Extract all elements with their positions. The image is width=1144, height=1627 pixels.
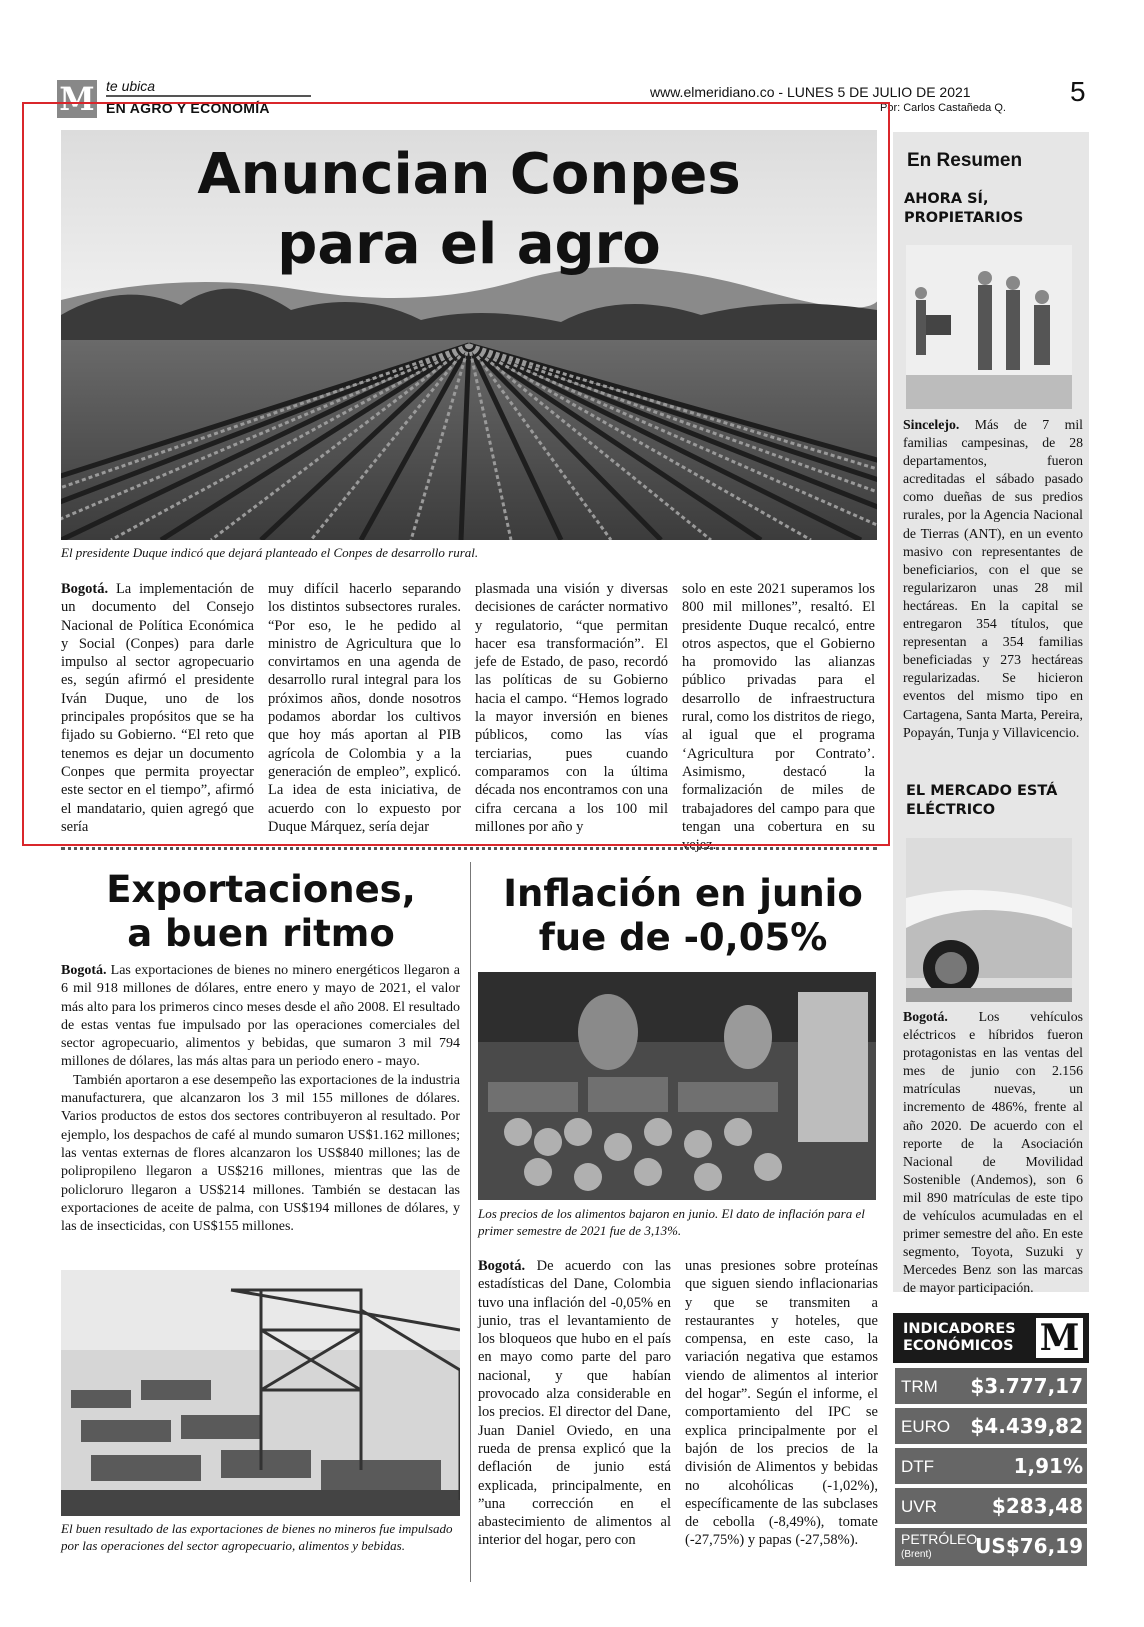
tagline: te ubica — [106, 78, 156, 94]
indicator-label: DTF — [901, 1457, 935, 1476]
section-divider — [61, 847, 877, 850]
sidebar-item1-text: Sincelejo. Más de 7 mil familias campesinas, de 28 departamentos, fueron acreditadas el sábado pasado como dueñas de sus predios rurales, por la Agencia Nacional de Tierras (ANT), en un evento masivo con representantes de beneficiarios, con el que se regularizaron unas 28 mil hectáreas. En la capital se entregaron 354 títulos, que representan a 354 familias beneficiadas y 273 hectáreas regularizadas. Se hicieron eventos del mismo tipo en Cartagena, Santa Marta, Pereira, Popayán, Tunja y Villavicencio. — [903, 417, 1083, 740]
lead-column-3: plasmada una visión y diversas decisiones de carácter normativo y regulatorio, “que permitan hacer esa transformación”. El jefe de Estado, de paso, recordó las políticas de su Gobierno hacia el campo. “Hemos logrado la mayor inversión en bienes públicos, como las vías terciarias, pues cuando comparamos con la última década nos encontramos con una cifra cercana a los 100 mil millones por año y — [475, 581, 668, 835]
sidebar-title: En Resumen — [907, 150, 1023, 171]
page-number: 5 — [1070, 76, 1086, 107]
dateline-city: Bogotá. — [61, 581, 109, 597]
selection-highlight-box — [22, 102, 890, 846]
header-rule — [106, 95, 311, 97]
indicators-logo: M — [1036, 1318, 1083, 1358]
indicator-value: $283,48 — [991, 1494, 1083, 1518]
dateline-city: Bogotá. — [478, 1258, 526, 1274]
indicator-sublabel: (Brent) — [901, 1549, 932, 1560]
exports-photo-caption: El buen resultado de las exportaciones de bienes no mineros fue impulsado por las operaciones del sector agropecuario, alimentos y bebidas. — [61, 1521, 453, 1553]
section-title: EN AGRO Y ECONOMÍA — [106, 100, 270, 116]
exports-body — [61, 962, 460, 1236]
dateline: www.elmeridiano.co - LUNES 5 DE JULIO DE 2021 — [650, 84, 971, 100]
dateline-city: Bogotá. — [61, 963, 107, 978]
lead-column-4: solo en este 2021 superamos los 800 mil millones”, resaltó. El presidente Duque recalcó, entre otros aspectos, que el Gobierno ha promovido las alianzas público privadas para el desarrollo de infraestructura rural, como los distritos de riego, al igual que el programa ‘Agricultura por Contrato’. Asimismo, destacó la formalización de miles de trabajadores del campo para que tengan una cobertura en su vejez. — [682, 581, 875, 854]
sidebar-item1-headline: AHORA SÍ, PROPIETARIOS — [904, 191, 1024, 226]
lead-col1-text: La implementación de un documento del Consejo Nacional de Política Económica y Social (Conpes) para darle impulso al sector agropecuario es, según afirmó el presidente Iván Duque, uno de los principales propósitos que se ha fijado su Gobierno. “El reto que tenemos es dejar un documento Conpes que permita proyectar este sector en el tiempo”, afirmó el mandatario, quien agregó que sería — [61, 581, 254, 835]
land-titles-event-photo — [906, 245, 1072, 409]
indicator-label: UVR — [901, 1497, 937, 1516]
indicators-title: INDICADORES ECONÓMICOS — [903, 1321, 1016, 1354]
indicator-label: TRM — [901, 1377, 938, 1396]
dateline-city: Sincelejo. — [903, 417, 960, 432]
indicator-label: PETRÓLEO — [901, 1531, 978, 1547]
indicator-value: US$76,19 — [975, 1534, 1083, 1558]
inflation-photo-caption: Los precios de los alimentos bajaron en junio. El dato de inflación para el primer semestre de 2021 fue de 3,13%. — [478, 1206, 865, 1238]
inflation-column-2: unas presiones sobre proteínas que siguen siendo inflacionarias y que se transmiten a restaurantes y hoteles, que compensa, en este caso, la variación negativa que estamos viendo de alimentos al interior del hogar”. Según el informe, el comportamiento del IPC se explica principalmente por el bajón de los precios de la división de Alimentos y bebidas no alcohólicas (-1,02%), específicamente de las subclases de cebolla (-8,49%), tomate (-27,75%) y papas (-27,58%). — [685, 1258, 878, 1549]
indicator-label: EURO — [901, 1417, 951, 1436]
dateline-city: Bogotá. — [903, 1009, 948, 1024]
market-stall-photo — [478, 972, 876, 1200]
sidebar-item2-headline: EL MERCADO ESTÁ ELÉCTRICO — [906, 783, 1058, 818]
inflation-column-1: Bogotá. De acuerdo con las estadísticas del Dane, Colombia tuvo una inflación del -0,05% en junio, tras el levantamiento de los bloqueos que hubo en el país en mayo como parte del paro nacional, y que habían provocado alza considerable en los precios. El director del Dane, Juan Daniel Oviedo, en una rueda de prensa explicó que la deflación de junio está explicada, principalmente, en ”una corrección en el abastecimiento de alimentos al interior del hogar, pero con — [478, 1258, 672, 1549]
sidebar-item2-text: Bogotá. Los vehículos eléctricos e híbridos fueron protagonistas en las ventas del mes de junio con 2.156 matrículas nuevas, un incremento de 486%, frente al año 2020. De acuerdo con el reporte de la Asociación Nacional de Movilidad Sostenible (Andemos), son 6 mil 890 matrículas de este tipo de vehículos acumuladas en el primer semestre del año. En este segmento, Toyota, Suzuki y Mercedes Benz son las marcas de mayor participación. — [903, 1009, 1083, 1296]
exports-headline: Exportaciones, a buen ritmo — [106, 868, 416, 955]
indicator-value: $4.439,82 — [970, 1414, 1083, 1438]
port-cranes-photo — [61, 1270, 460, 1516]
newspaper-logo: M — [57, 80, 97, 118]
indicator-value: 1,91% — [1013, 1454, 1083, 1478]
lead-photo-caption: El presidente Duque indicó que dejará planteado el Conpes de desarrollo rural. — [61, 545, 479, 560]
indicator-value: $3.777,17 — [970, 1374, 1083, 1398]
lead-headline: Anuncian Conpes para el agro — [197, 142, 741, 277]
inflation-headline: Inflación en junio fue de -0,05% — [503, 872, 863, 959]
column-divider — [470, 862, 471, 1582]
author-byline: Por: Carlos Castañeda Q. — [880, 102, 1006, 114]
exports-paragraph-1: Bogotá. Las exportaciones de bienes no minero energéticos llegaron a 6 mil 918 millones de dólares, entre enero y mayo de 2021, el valor más alto para los primeros cinco meses desde el año 2008. El resultado de estas ventas fue impulsado por las operaciones comerciales del sector agropecuario, alimentos y bebidas, que sumaron 3 mil 794 millones de dólares, las más altas para un periodo enero - mayo. — [61, 963, 461, 1070]
electric-car-photo — [906, 838, 1072, 1002]
lead-column-2: muy difícil hacerlo separando los distintos subsectores rurales. “Por eso, le he pedido al ministro de Agricultura que lo convirtamos en una agenda de desarrollo rural integral para los próximos años, donde nosotros podamos abordar los cultivos que hoy más aportan al PIB agrícola de Colombia y a la generación de empleo”, explicó. La idea de esta iniciativa, de acuerdo con lo expuesto por Duque Márquez, sería dejar — [268, 581, 461, 835]
exports-paragraph-2: También aportaron a ese desempeño las exportaciones de la industria manufacturera, que alcanzaron los 3 mil 155 millones de dólares. Varios productos de estos dos sectores contribuyeron al resultado. Por ejemplo, los despachos de café al mundo sumaron US$1.162 millones; las ventas externas de flores alcanzaron los US$840 millones; las de polipropileno llegaron a US$216 millones, mientras que las de policloruro llegaron a US$214 millones. También se destacan las exportaciones de aceite de palma, con US$194 millones de dólares, y las de insecticidas, con US$155 millones. — [61, 1072, 460, 1235]
